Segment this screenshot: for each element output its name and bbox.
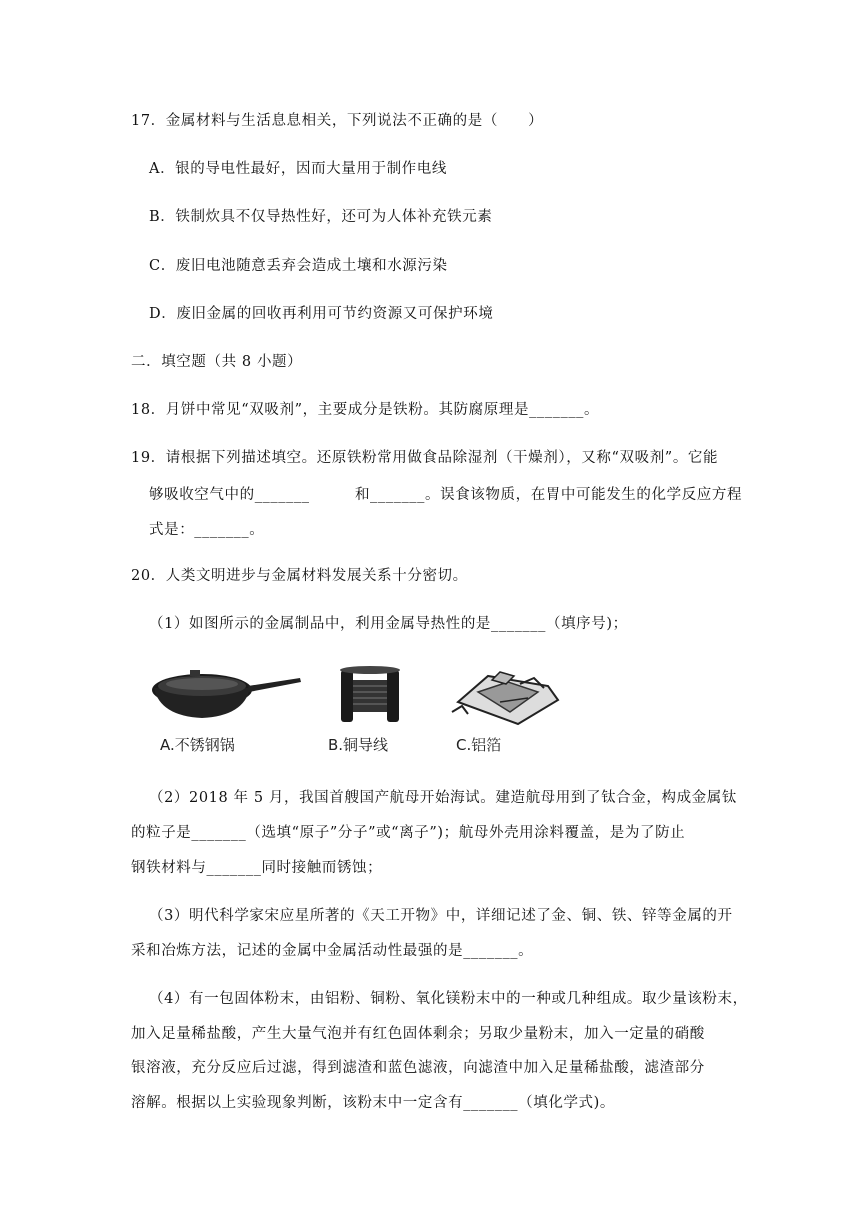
caption-c: C.铝箔 bbox=[456, 736, 502, 754]
q17-stem: 17．金属材料与生活息息相关，下列说法不正确的是（ ） bbox=[131, 113, 544, 129]
q17-option-c: C．废旧电池随意丢弃会造成土壤和水源污染 bbox=[149, 258, 448, 274]
q19-line1: 19．请根据下列描述填空。还原铁粉常用做食品除湿剂（干燥剂），又称“双吸剂”。它能 bbox=[131, 450, 719, 466]
copper-wire-spool-image bbox=[335, 662, 405, 736]
q20-part4-line4: 溶解。根据以上实验现象判断，该粉末中一定含有_______（填化学式)。 bbox=[131, 1095, 616, 1111]
q19-line3: 式是：_______。 bbox=[149, 522, 265, 538]
q20-part2-line1: （2）2018 年 5 月，我国首艘国产航母开始海试。建造航母用到了钛合金，构成金属钛 bbox=[149, 790, 737, 806]
aluminum-foil-image bbox=[448, 662, 560, 736]
q20-stem: 20．人类文明进步与金属材料发展关系十分密切。 bbox=[131, 568, 468, 584]
q19-line2: 够吸收空气中的_______ 和_______。误食该物质，在胃中可能发生的化学反应方程 bbox=[149, 487, 743, 503]
wok-image bbox=[150, 662, 305, 736]
caption-a: A.不锈钢锅 bbox=[160, 736, 235, 754]
q20-part3-line2: 采和冶炼方法，记述的金属中金属活动性最强的是_______。 bbox=[131, 943, 534, 959]
q20-part4-line2: 加入足量稀盐酸，产生大量气泡并有红色固体剩余；另取少量粉末，加入一定量的硝酸 bbox=[131, 1026, 705, 1042]
q17-option-a: A．银的导电性最好，因而大量用于制作电线 bbox=[149, 161, 447, 177]
section-heading: 二．填空题（共 8 小题） bbox=[131, 354, 303, 370]
caption-b: B.铜导线 bbox=[328, 736, 389, 754]
q17-option-d: D．废旧金属的回收再利用可节约资源又可保护环境 bbox=[149, 306, 494, 322]
q20-part4-line1: （4）有一包固体粉末，由铝粉、铜粉、氧化镁粉末中的一种或几种组成。取少量该粉末， bbox=[149, 991, 748, 1007]
q17-option-b: B．铁制炊具不仅导热性好，还可为人体补充铁元素 bbox=[149, 209, 493, 225]
q20-part2-line3: 钢铁材料与_______同时接触而锈蚀； bbox=[131, 860, 383, 876]
metal-products-figure bbox=[150, 662, 570, 762]
q20-part1: （1）如图所示的金属制品中，利用金属导热性的是_______（填序号)； bbox=[149, 616, 628, 632]
q20-part3-line1: （3）明代科学家宋应星所著的《天工开物》中，详细记述了金、铜、铁、锌等金属的开 bbox=[149, 908, 733, 924]
q18: 18．月饼中常见“双吸剂”，主要成分是铁粉。其防腐原理是_______。 bbox=[131, 402, 600, 418]
q20-part4-line3: 银溶液，充分反应后过滤，得到滤渣和蓝色滤液，向滤渣中加入足量稀盐酸，滤渣部分 bbox=[131, 1060, 705, 1076]
q20-part2-line2: 的粒子是_______（选填“原子”分子”或“离子”)；航母外壳用涂料覆盖，是为了防止 bbox=[131, 825, 686, 841]
